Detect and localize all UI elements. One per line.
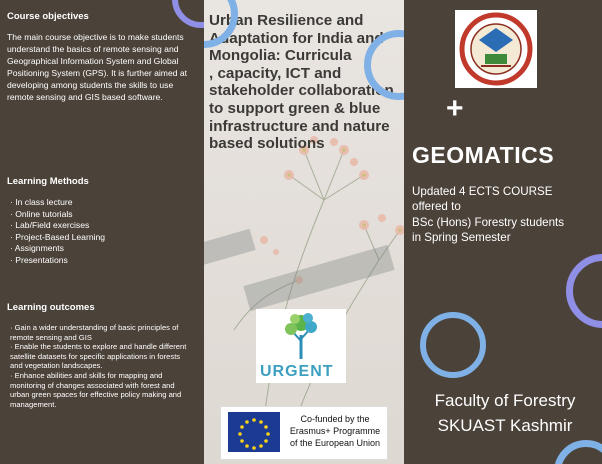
methods-heading: Learning Methods bbox=[7, 176, 89, 187]
list-item: · Enable the students to explore and handle different satellite datasets for specific applications in forests and vegetation landscapes. bbox=[10, 342, 192, 371]
objectives-heading: Course objectives bbox=[7, 11, 89, 22]
outcomes-heading: Learning outcomes bbox=[7, 302, 95, 313]
list-item: · In class lecture bbox=[10, 197, 105, 209]
list-item: · Presentations bbox=[10, 255, 105, 267]
project-title: Urban Resilience and Adaptation for India and Mongolia: Curricula , capacity, ICT and stakeholder collaboration to support green & blue infrastructure and nature based solutions bbox=[209, 12, 394, 153]
skuast-logo bbox=[455, 10, 537, 88]
list-item: · Project-Based Learning bbox=[10, 232, 105, 244]
course-line: offered to bbox=[412, 200, 461, 214]
erasmus-text: Co-funded by the Erasmus+ Programme of the European Union bbox=[289, 414, 381, 448]
objectives-text: The main course objective is to make students understand the basics of remote sensing and Geographical Information System and Global Positioning System (GPS). It is further aimed at developing among students the skills to use remote sensing and GIS based software. bbox=[7, 32, 188, 102]
right-panel bbox=[404, 0, 602, 464]
middle-panel bbox=[204, 0, 404, 464]
list-item: · Online tutorials bbox=[10, 209, 105, 221]
list-item: · Gain a wider understanding of basic principles of remote sensing and GIS bbox=[10, 323, 192, 342]
tree-icon bbox=[284, 313, 318, 359]
outcomes-list bbox=[10, 323, 192, 409]
left-panel bbox=[0, 0, 204, 464]
course-line: BSc (Hons) Forestry students bbox=[412, 215, 565, 229]
course-title: GEOMATICS bbox=[412, 142, 555, 168]
urgent-logo bbox=[256, 309, 346, 383]
decorative-ring bbox=[420, 312, 486, 378]
list-item: · Lab/Field exercises bbox=[10, 220, 105, 232]
methods-list bbox=[10, 197, 105, 267]
course-line: Updated 4 ECTS COURSE bbox=[412, 185, 553, 198]
plus-sign: + bbox=[446, 92, 464, 125]
faculty-name bbox=[412, 388, 598, 438]
faculty-line: Faculty of Forestry bbox=[434, 391, 576, 410]
urgent-logo-text: URGENT bbox=[260, 363, 334, 380]
list-item: · Assignments bbox=[10, 243, 105, 255]
course-description bbox=[412, 184, 602, 246]
faculty-line: SKUAST Kashmir bbox=[437, 416, 573, 435]
course-line: in Spring Semester bbox=[412, 231, 511, 245]
decorative-ring bbox=[554, 440, 602, 464]
erasmus-logo bbox=[220, 406, 388, 460]
decorative-ring bbox=[566, 254, 602, 328]
list-item: · Enhance abilities and skills for mapping and monitoring of changes associated with forest and urban green spaces for effective policy making and management. bbox=[10, 371, 192, 409]
eu-flag-icon bbox=[228, 412, 280, 452]
